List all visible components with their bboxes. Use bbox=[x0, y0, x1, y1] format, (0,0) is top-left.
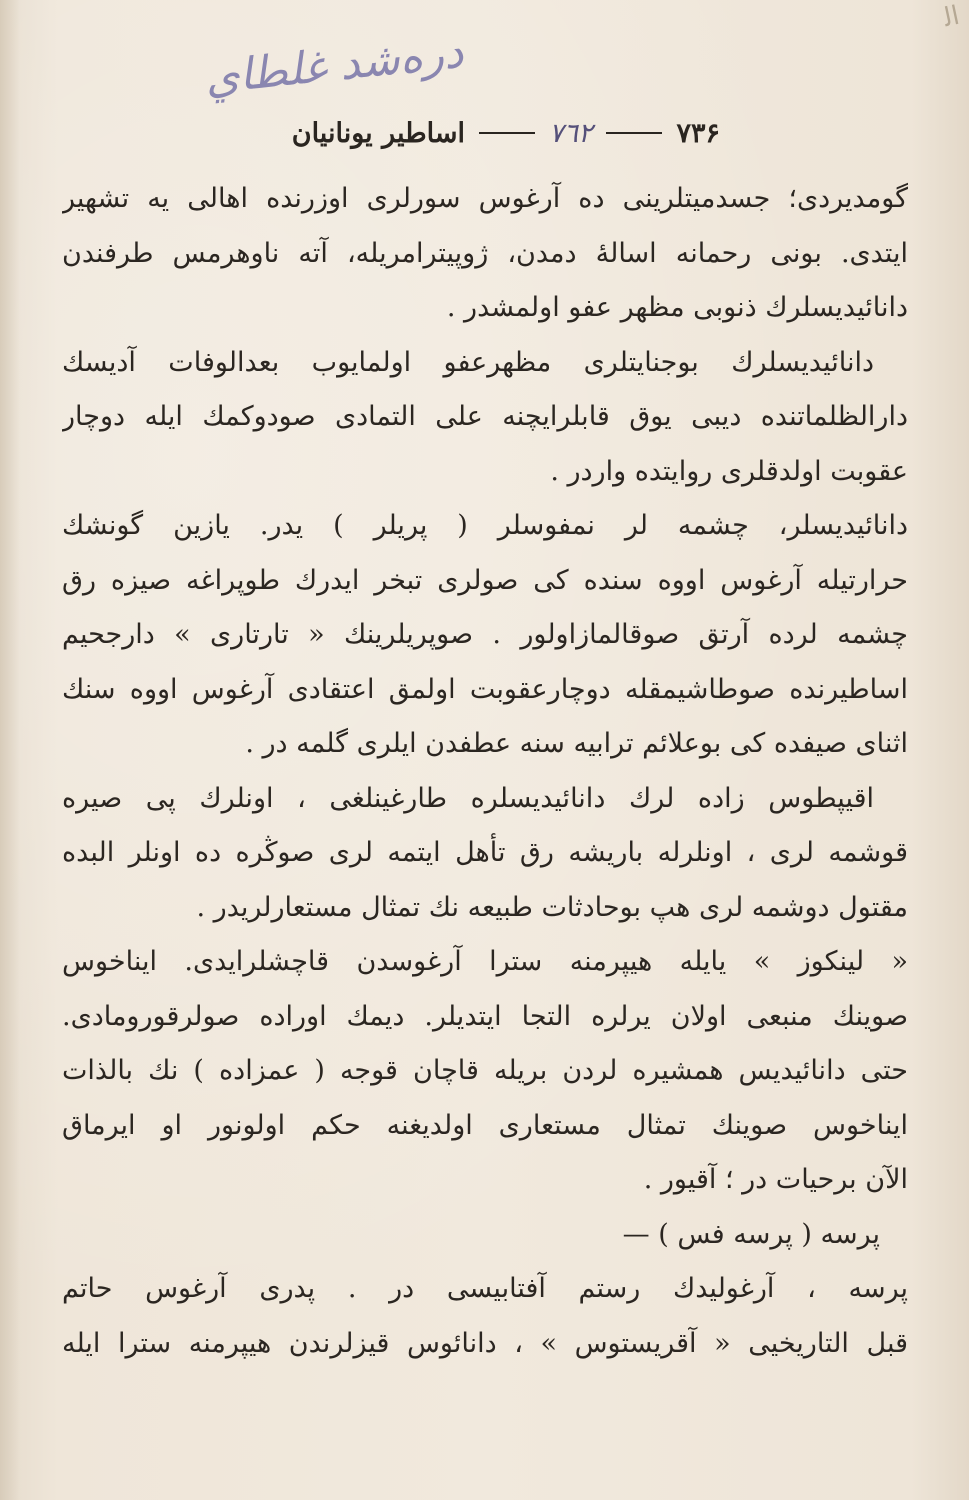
page-number: ۷۳۶ bbox=[676, 117, 720, 149]
text-line: قبل التاريخيی « آقريستوس » ، دانائوس قيزلرندن هيپرمنه سترا ايله bbox=[62, 1327, 908, 1359]
header-dash bbox=[606, 132, 662, 134]
page-header bbox=[280, 108, 720, 158]
handwritten-page-number: ۷٦٢ bbox=[548, 117, 593, 149]
text-line: چشمه لرده آرتق صوقالمازاولور . صوپريلرينك « تارتاری » دارجحيم bbox=[62, 619, 908, 650]
page-binding-edge bbox=[0, 0, 20, 1500]
handwritten-annotation: دره‌شد غلطاي bbox=[202, 26, 466, 105]
text-line: حتی دانائيديس همشيره لردن بريله قاچان قوجه ( عمزاده ) نك بالذات bbox=[62, 1055, 908, 1086]
section-heading: پرسه ( پرسه فس ) — bbox=[622, 1218, 880, 1250]
header-dash bbox=[479, 132, 535, 134]
text-line: گومديردی؛ جسدميتلرينی ده آرغوس سورلری اوزرنده اهالی يه تشهير bbox=[62, 183, 908, 214]
text-line: عقوبت اولدقلری روايتده واردر . bbox=[550, 455, 908, 487]
running-title: اساطير يونانيان bbox=[291, 117, 465, 149]
corner-handwritten-mark: ﺍﻟ bbox=[940, 0, 962, 34]
text-line: ايتدی. بونی رحمانه اسالهٔ دمدن، ژوپيترامريله، آته ناوهرمس طرفندن bbox=[62, 237, 908, 269]
text-line: اثنای صيفده كی بوعلائم ترابيه سنه عطفدن ايلری گلمه در . bbox=[245, 728, 908, 759]
text-line: الآن برحيات در ؛ آقيور . bbox=[643, 1164, 908, 1195]
text-line: پرسه ، آرغوليدك رستم آفتابيسی در . پدری آرغوس حاتم bbox=[62, 1273, 908, 1304]
text-line: قوشمه لری ، اونلرله باريشه رق تأهل ايتمه لری صوڭره ده اونلر البده bbox=[62, 837, 908, 868]
text-line: اقيپطوس زاده لرك دانائيديسلره طارغينلغی ، اونلرك پی صيره bbox=[62, 782, 874, 814]
text-line: اساطيرنده صوطاشيمقله دوچارعقوبت اولمق اعتقادی آرغوس اووه سنك bbox=[62, 673, 908, 705]
text-line: ايناخوس صوينك تمثال مستعاری اولديغنه حكم اولونور او ايرماق bbox=[62, 1109, 908, 1141]
text-line: صوينك منبعی اولان يرلره التجا ايتديلر. ديمك اوراده صولرقورومادی. bbox=[62, 1000, 908, 1032]
text-line: دانائيديسلرك ذنوبی مظهر عفو اولمشدر . bbox=[446, 292, 908, 323]
body-text bbox=[62, 172, 908, 1371]
text-line: حرارتيله آرغوس اووه سنده كی صولری تبخر ايدرك طوپراغه صيزه رق bbox=[62, 564, 908, 596]
text-line: دارالظلماتنده ديبی يوق قابلرايچنه علی التمادی صودوكمك ايله دوچار bbox=[62, 401, 908, 432]
text-line: دانائيديسلرك بوجنايتلری مظهرعفو اولمايوب بعدالوفات آديسك bbox=[62, 346, 874, 378]
text-line: دانائيديسلر، چشمه لر نمفوسلر ( پريلر ) یدر. يازين گونشك bbox=[62, 510, 908, 541]
text-line: مقتول دوشمه لری هپ بوحادثات طبيعه نك تمثال مستعارلريدر . bbox=[196, 891, 908, 923]
text-line: « لينكوز » یايله هيپرمنه سترا آرغوسدن قاچشلرايدی. ايناخوس bbox=[62, 946, 908, 977]
